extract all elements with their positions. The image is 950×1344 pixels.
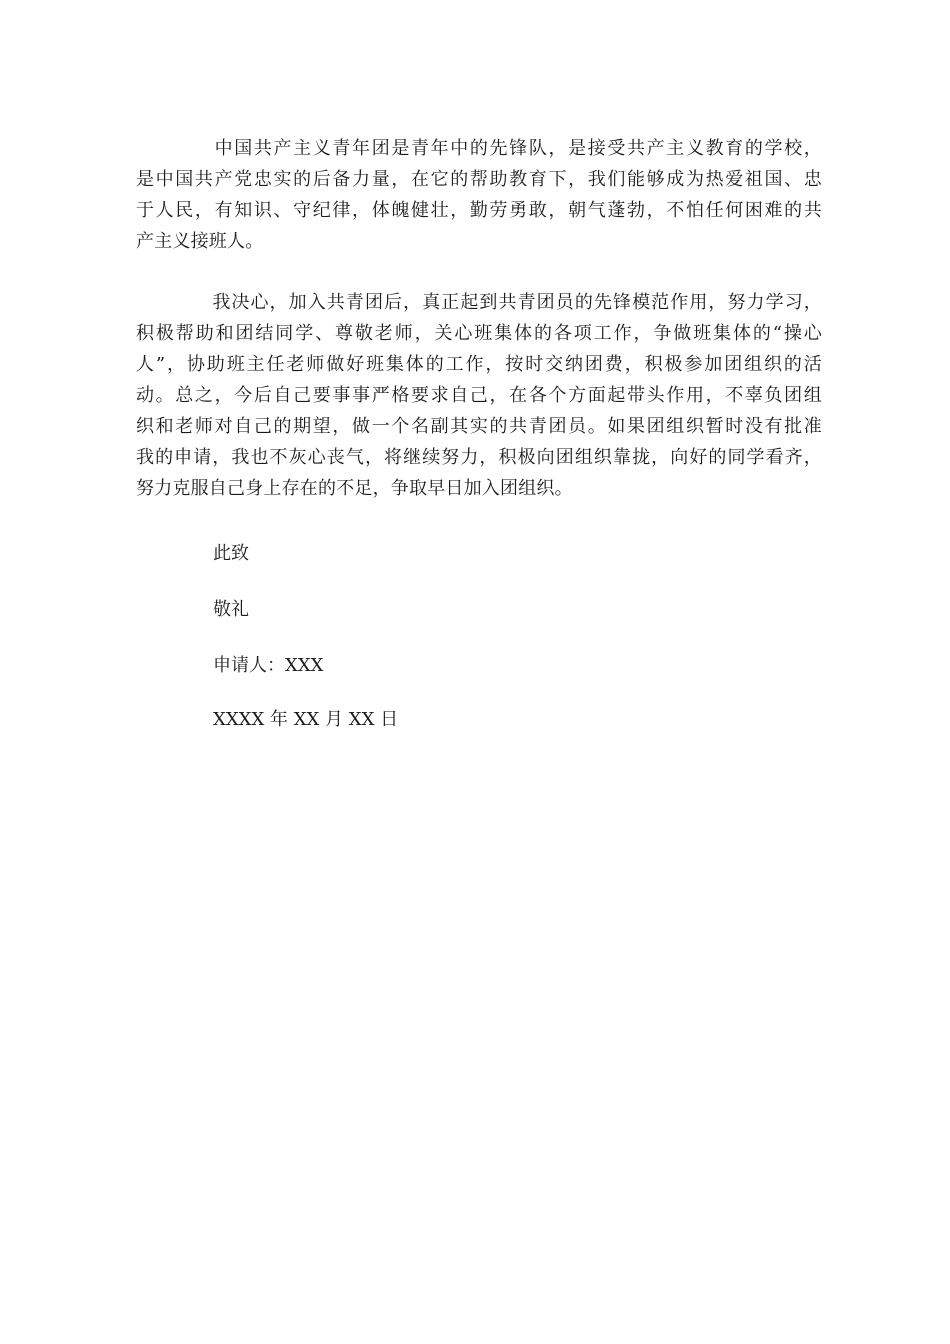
paragraph-intro xyxy=(136,133,822,257)
paragraph-line: 积极帮助和团结同学、尊敬老师，关心班集体的各项工作，争做班集体的“操心 xyxy=(136,323,822,344)
paragraph-line: 中国共产主义青年团是青年中的先锋队，是接受共产主义教育的学校， xyxy=(136,138,822,159)
paragraph-resolution xyxy=(136,287,822,504)
applicant-signature: 申请人：XXX xyxy=(213,655,324,676)
paragraph-line: 是中国共产党忠实的后备力量，在它的帮助教育下，我们能够成为热爱祖国、忠 xyxy=(136,169,822,190)
paragraph-line: 动。总之，今后自己要事事严格要求自己，在各个方面起带头作用，不辜负团组 xyxy=(136,385,822,406)
paragraph-line: 人”，协助班主任老师做好班集体的工作，按时交纳团费，积极参加团组织的活 xyxy=(136,354,822,375)
application-date: XXXX 年 XX 月 XX 日 xyxy=(213,709,399,730)
paragraph-line: 努力克服自己身上存在的不足，争取早日加入团组织。 xyxy=(136,478,573,499)
paragraph-line: 我决心，加入共青团后，真正起到共青团员的先锋模范作用，努力学习， xyxy=(136,292,822,313)
paragraph-line: 于人民，有知识、守纪律，体魄健壮，勤劳勇敢，朝气蓬勃，不怕任何困难的共 xyxy=(136,200,822,221)
paragraph-line: 产主义接班人。 xyxy=(136,231,264,252)
paragraph-line: 织和老师对自己的期望，做一个名副其实的共青团员。如果团组织暂时没有批准 xyxy=(136,416,822,437)
closing-salutation-2: 敬礼 xyxy=(213,599,249,620)
closing-salutation-1: 此致 xyxy=(213,543,249,564)
paragraph-line: 我的申请，我也不灰心丧气，将继续努力，积极向团组织靠拢，向好的同学看齐， xyxy=(136,447,822,468)
